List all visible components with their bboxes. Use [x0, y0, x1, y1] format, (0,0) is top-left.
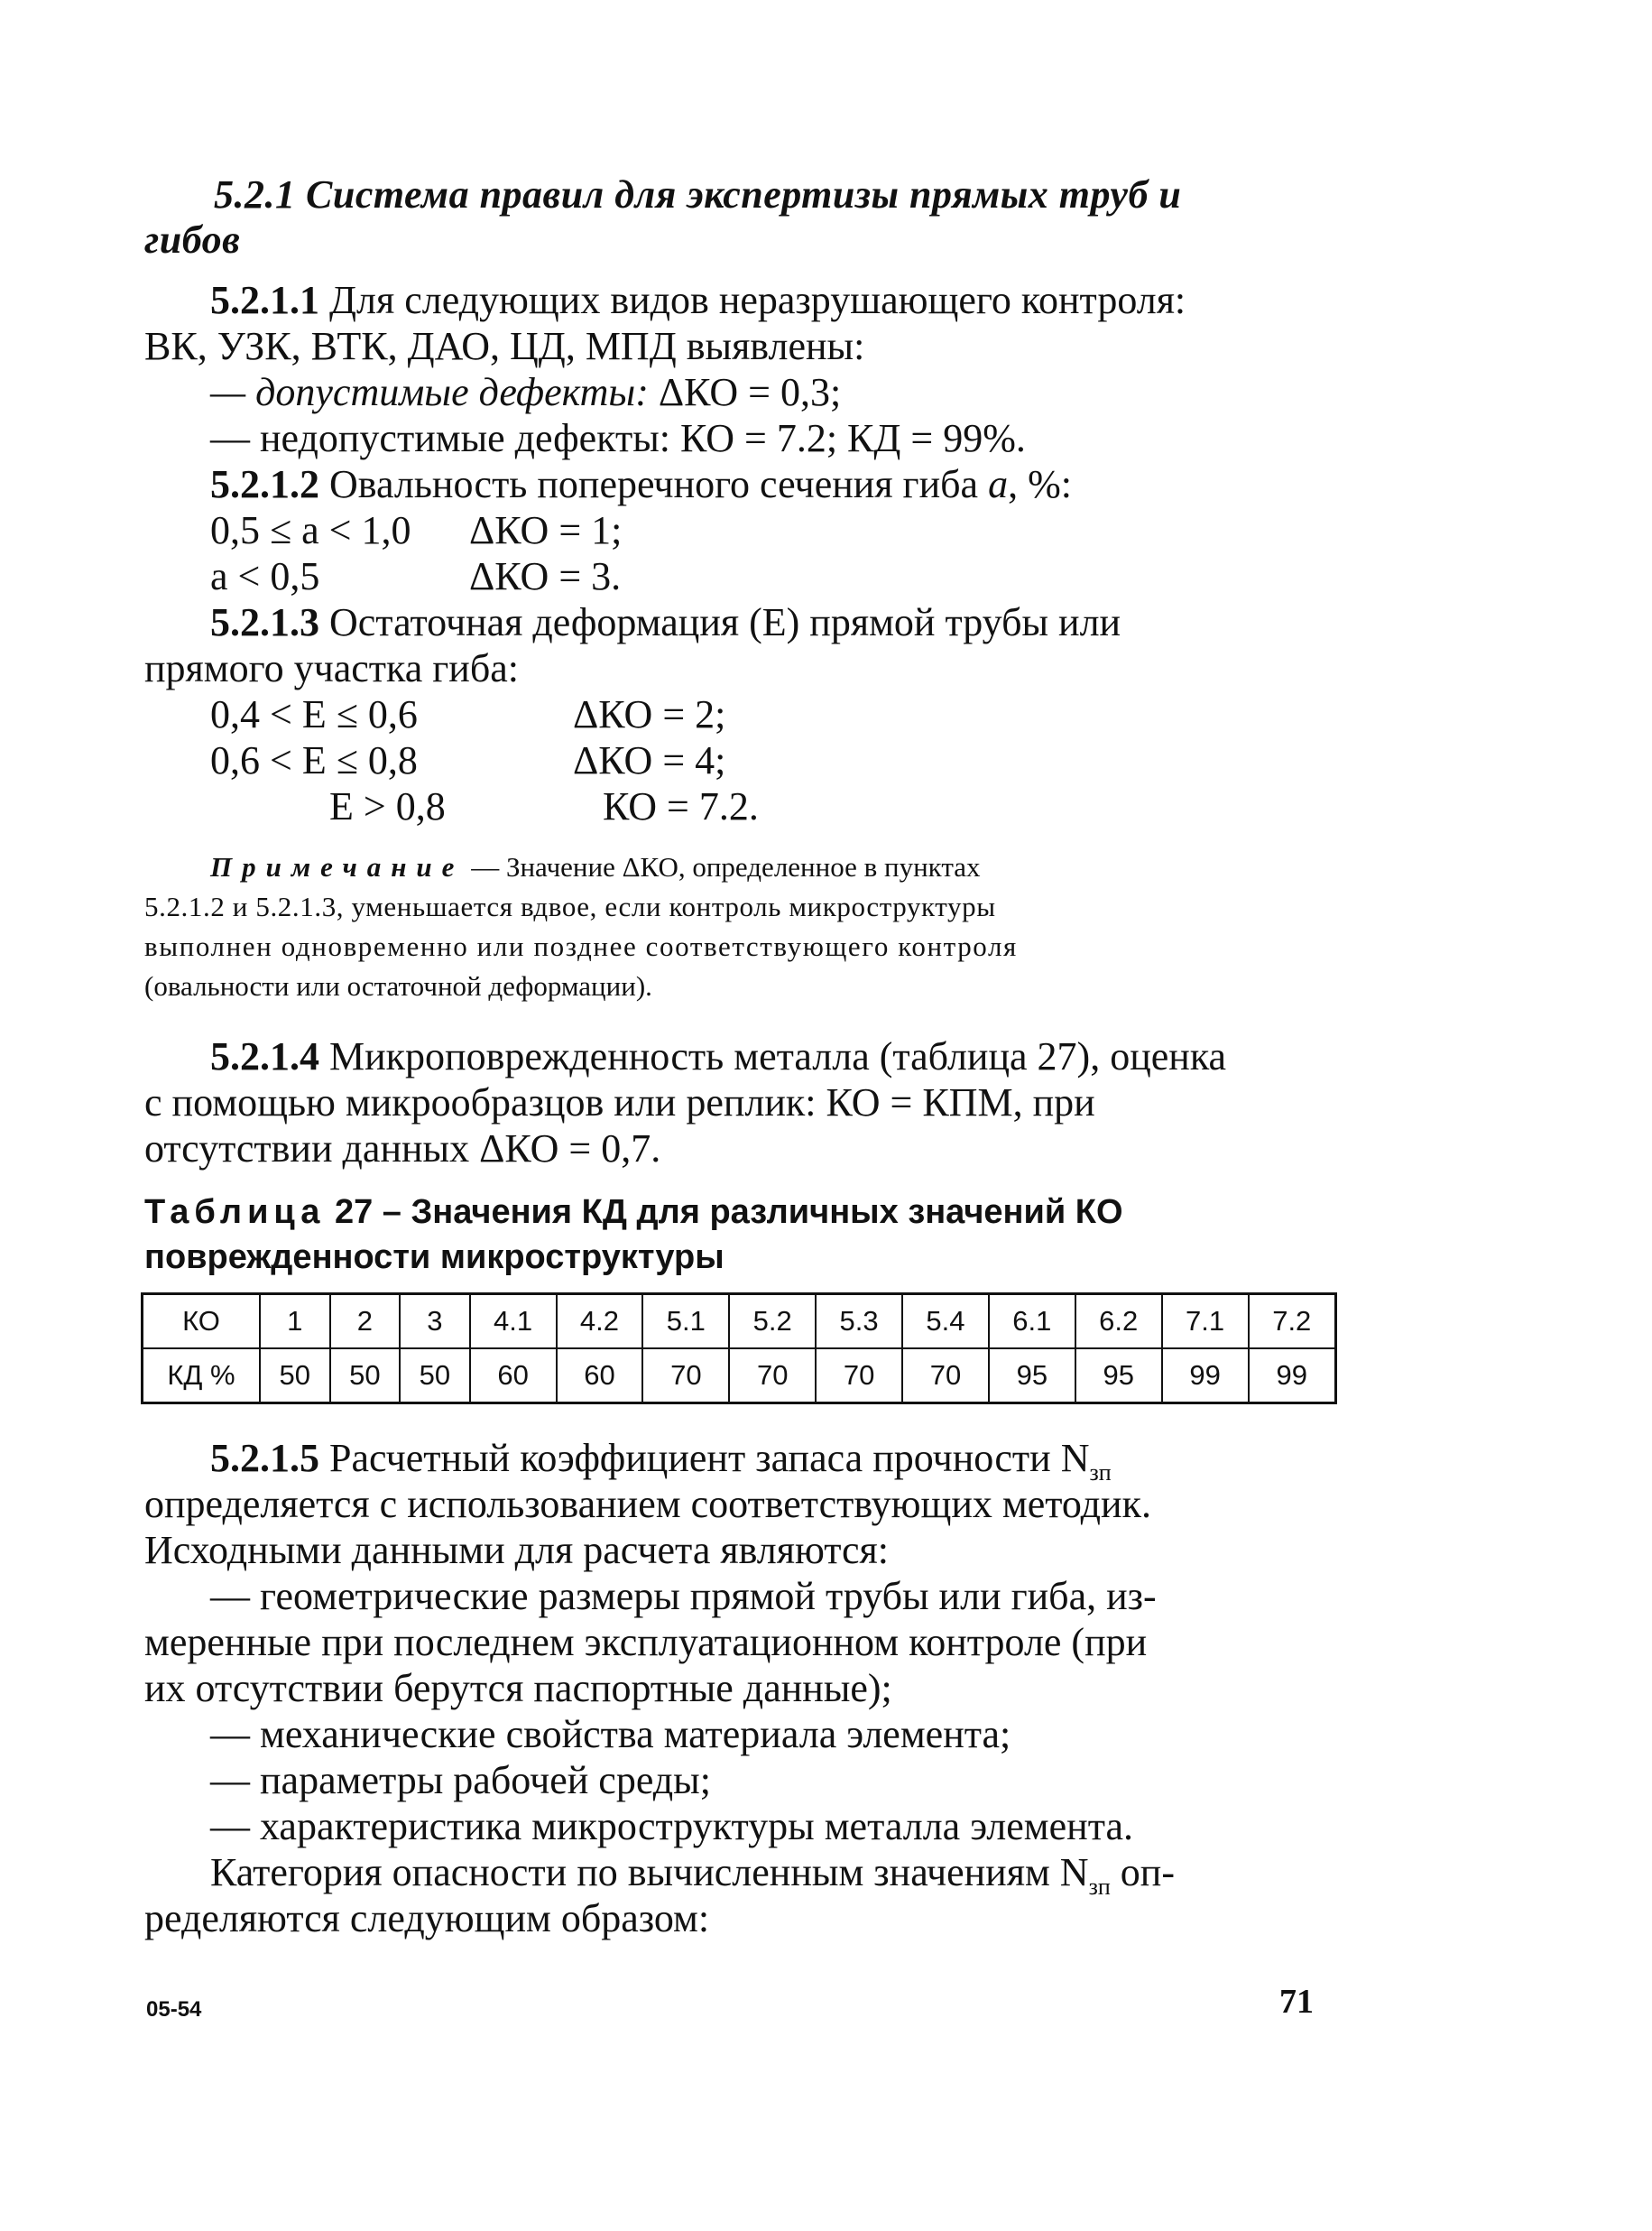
- list-item-microstructure: — характеристика микроструктуры металла элемента.: [210, 1804, 1133, 1848]
- variable-a: a: [988, 462, 1009, 506]
- table-cell: КД %: [143, 1348, 261, 1403]
- table-cell: 60: [557, 1348, 643, 1403]
- paragraph-5-2-1-5-line1: [210, 1435, 1112, 1486]
- paragraph-number: 5.2.1.2: [210, 462, 319, 506]
- paragraph-text: Расчетный коэффициент запаса прочности N: [319, 1436, 1090, 1480]
- list-item-value: ΔКО = 0,3;: [658, 370, 842, 414]
- paragraph-text: Микроповрежденность металла (таблица 27), оценка: [319, 1034, 1227, 1078]
- table-caption-line2: поврежденности микроструктуры: [144, 1238, 724, 1276]
- paragraph-5-2-1-4-line1: [210, 1033, 1226, 1079]
- list-item-allowed-defects: [210, 369, 841, 415]
- ovality-row2-condition: a < 0,5: [210, 554, 320, 598]
- table-cell: 7.1: [1162, 1294, 1249, 1349]
- table-cell: 99: [1249, 1348, 1336, 1403]
- list-item-geometry-line3: их отсутствии берутся паспортные данные);: [144, 1666, 892, 1710]
- table-cell: 5.4: [902, 1294, 989, 1349]
- note-line1: [210, 851, 981, 884]
- table-row-ko: [143, 1294, 1336, 1349]
- paragraph-5-2-1-4-line2: с помощью микрообразцов или реплик: КО = КПМ, при: [144, 1080, 1095, 1125]
- paragraph-number: 5.2.1.3: [210, 600, 319, 644]
- table-cell: 70: [729, 1348, 816, 1403]
- ovality-row1-condition: 0,5 ≤ a < 1,0: [210, 508, 411, 552]
- paragraph-5-2-1-1-line2: ВК, УЗК, ВТК, ДАО, ЦД, МПД выявлены:: [144, 324, 865, 368]
- paragraph-5-2-1-3-line1: [210, 599, 1121, 645]
- note-heading: Примечание: [210, 851, 465, 883]
- list-item-geometry-line2: меренные при последнем эксплуатационном контроле (при: [144, 1620, 1148, 1664]
- subscript-zp: зп: [1089, 1458, 1112, 1486]
- table-row-kd: [143, 1348, 1336, 1403]
- paragraph-5-2-1-5-line2: определяется с использованием соответствующих методик.: [144, 1482, 1151, 1526]
- page-number: 71: [1279, 1983, 1314, 2021]
- category-line2: ределяются следующим образом:: [144, 1896, 710, 1940]
- paragraph-text: Для следующих видов неразрушающего контроля:: [319, 278, 1186, 322]
- table-cell: 5.1: [642, 1294, 729, 1349]
- category-line1: [210, 1849, 1175, 1901]
- paragraph-suffix: , %:: [1008, 462, 1072, 506]
- list-item-label: — допустимые дефекты:: [210, 370, 659, 414]
- table-cell: 70: [816, 1348, 902, 1403]
- table-cell: 70: [902, 1348, 989, 1403]
- deformation-row2-condition: 0,6 < Е ≤ 0,8: [210, 738, 418, 782]
- table-caption-line1: [144, 1193, 1123, 1232]
- deformation-row1-condition: 0,4 < Е ≤ 0,6: [210, 692, 418, 736]
- note-line4: (овальности или остаточной деформации).: [144, 970, 652, 1002]
- paragraph-number: 5.2.1.1: [210, 278, 319, 322]
- section-heading-line2: гибов: [144, 218, 241, 262]
- deformation-row3-value: КО = 7.2.: [603, 784, 759, 829]
- deformation-row1-value: ΔКО = 2;: [573, 692, 726, 736]
- table-cell: 70: [642, 1348, 729, 1403]
- table-caption-label: Таблица: [144, 1193, 326, 1231]
- table-cell: 95: [1075, 1348, 1162, 1403]
- table-cell: 3: [400, 1294, 470, 1349]
- paragraph-5-2-1-3-line2: прямого участка гиба:: [144, 646, 519, 690]
- list-item-disallowed-defects: — недопустимые дефекты: КО = 7.2; КД = 99%.: [210, 416, 1026, 460]
- category-text: Категория опасности по вычисленным значениям N: [210, 1850, 1089, 1894]
- table-cell: 95: [989, 1348, 1075, 1403]
- ovality-row1-value: ΔКО = 1;: [469, 508, 623, 552]
- paragraph-5-2-1-2: [210, 461, 1072, 507]
- list-item-environment: — параметры рабочей среды;: [210, 1758, 711, 1802]
- table-cell: 2: [330, 1294, 401, 1349]
- table-cell: 50: [260, 1348, 330, 1403]
- subscript-zp: зп: [1088, 1873, 1111, 1900]
- list-item-mechanical: — механические свойства материала элемента;: [210, 1712, 1011, 1756]
- section-heading-line1: 5.2.1 Система правил для экспертизы прямых труб и: [214, 172, 1182, 217]
- list-item-geometry-line1: — геометрические размеры прямой трубы или гиба, из-: [210, 1574, 1157, 1618]
- table-cell: 1: [260, 1294, 330, 1349]
- paragraph-number: 5.2.1.4: [210, 1034, 319, 1078]
- paragraph-5-2-1-4-line3: отсутствии данных ΔКО = 0,7.: [144, 1126, 661, 1171]
- table-cell: 4.2: [557, 1294, 643, 1349]
- table-caption-text: 27 – Значения КД для различных значений КО: [325, 1193, 1123, 1231]
- table-cell: 4.1: [470, 1294, 557, 1349]
- table-cell: 60: [470, 1348, 557, 1403]
- ovality-row2-value: ΔКО = 3.: [469, 554, 622, 598]
- footer-code: 05-54: [146, 1997, 202, 2022]
- table-cell: 6.2: [1075, 1294, 1162, 1349]
- paragraph-5-2-1-5-line3: Исходными данными для расчета являются:: [144, 1528, 890, 1572]
- table-cell: 50: [400, 1348, 470, 1403]
- table-cell: 6.1: [989, 1294, 1075, 1349]
- table-cell: 99: [1162, 1348, 1249, 1403]
- note-text: — Значение ΔКО, определенное в пунктах: [464, 851, 981, 883]
- deformation-row3-condition: Е > 0,8: [329, 784, 446, 829]
- note-line2: 5.2.1.2 и 5.2.1.3, уменьшается вдвое, если контроль микроструктуры: [144, 891, 996, 922]
- paragraph-text: Остаточная деформация (Е) прямой трубы или: [319, 600, 1121, 644]
- paragraph-text: Овальность поперечного сечения гиба: [319, 462, 989, 506]
- table-27: [141, 1292, 1337, 1404]
- category-end: оп-: [1110, 1850, 1175, 1894]
- table-cell: 5.3: [816, 1294, 902, 1349]
- deformation-row2-value: ΔКО = 4;: [573, 738, 726, 782]
- paragraph-number: 5.2.1.5: [210, 1436, 319, 1480]
- table-cell: КО: [143, 1294, 261, 1349]
- paragraph-5-2-1-1-line1: [210, 277, 1186, 323]
- table-cell: 5.2: [729, 1294, 816, 1349]
- table-cell: 7.2: [1249, 1294, 1336, 1349]
- table-cell: 50: [330, 1348, 401, 1403]
- note-line3: выполнен одновременно или позднее соответствующего контроля: [144, 930, 1018, 962]
